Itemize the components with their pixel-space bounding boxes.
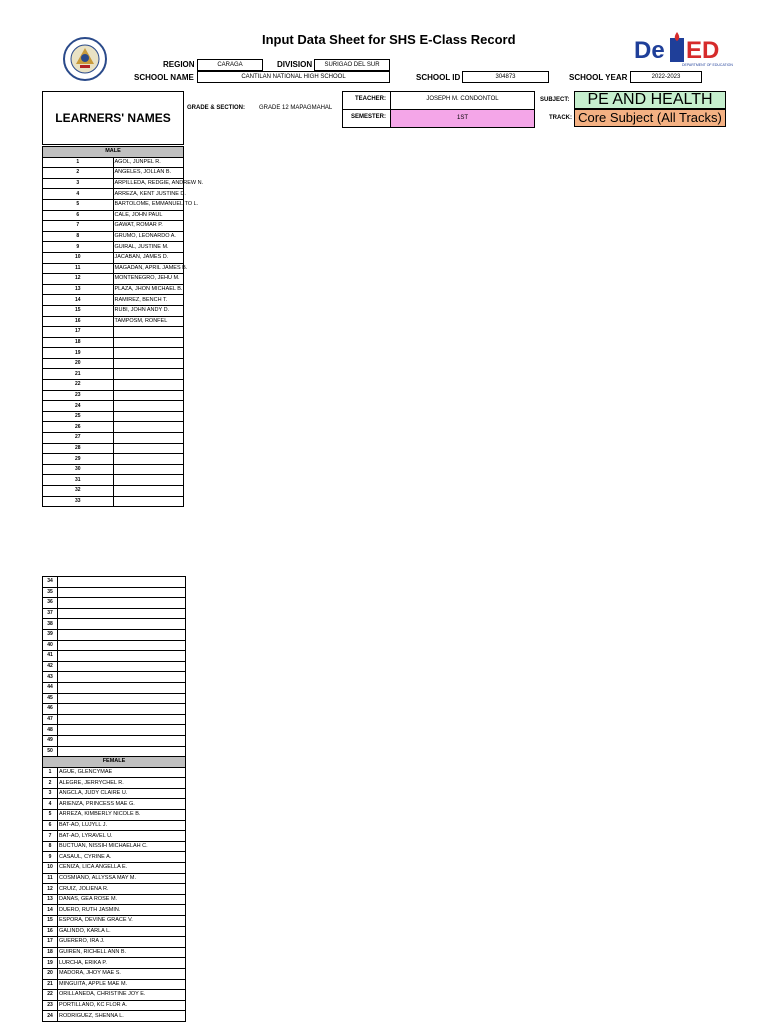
female-row: [43, 958, 186, 969]
male-name-cell[interactable]: [58, 714, 186, 725]
male-row-number: 42: [43, 661, 58, 672]
male-row: [43, 577, 186, 588]
female-row-number: 11: [43, 873, 58, 884]
male-row-number: 40: [43, 640, 58, 651]
male-name-cell[interactable]: [113, 422, 184, 433]
female-row: [43, 905, 186, 916]
male-row: [43, 640, 186, 651]
male-row: [43, 178, 184, 189]
male-row-number: 11: [43, 263, 114, 274]
male-row-number: 24: [43, 401, 114, 412]
deped-logo-icon: [630, 30, 733, 70]
female-row-number: 4: [43, 799, 58, 810]
female-row: [43, 831, 186, 842]
male-name-cell[interactable]: [58, 629, 186, 640]
male-name-cell[interactable]: [58, 746, 186, 757]
male-name-cell[interactable]: [113, 475, 184, 486]
male-name-cell[interactable]: GAWAT, ROMAR P.: [113, 221, 184, 232]
male-name-cell[interactable]: [113, 337, 184, 348]
male-row: [43, 316, 184, 327]
male-name-cell[interactable]: RAMIREZ, BENCH T.: [113, 295, 184, 306]
male-name-cell[interactable]: PLAZA, JHON MICHAEL B.: [113, 284, 184, 295]
male-row-number: 25: [43, 411, 114, 422]
female-row-number: 17: [43, 937, 58, 948]
male-row-number: 1: [43, 157, 114, 168]
learners-names-header: [42, 91, 184, 145]
male-row-number: 43: [43, 672, 58, 683]
female-row: [43, 884, 186, 895]
male-row: [43, 199, 184, 210]
female-row: [43, 1000, 186, 1011]
school-name-label: SCHOOL NAME: [134, 73, 194, 82]
male-row: [43, 337, 184, 348]
male-row-number: 45: [43, 693, 58, 704]
male-name-cell[interactable]: [113, 390, 184, 401]
female-row-number: 22: [43, 990, 58, 1001]
male-name-cell[interactable]: [113, 454, 184, 465]
male-row-number: 13: [43, 284, 114, 295]
female-name-cell[interactable]: GUERERO, IRA J.: [58, 937, 186, 948]
male-name-cell[interactable]: [58, 577, 186, 588]
male-row-number: 7: [43, 221, 114, 232]
male-row-number: 19: [43, 348, 114, 359]
male-row: [43, 401, 184, 412]
female-row-number: 3: [43, 788, 58, 799]
male-row: [43, 454, 184, 465]
male-name-cell[interactable]: [113, 380, 184, 391]
female-row: [43, 852, 186, 863]
male-row-number: 31: [43, 475, 114, 486]
female-name-cell[interactable]: BUCTUAN, NISSIH MICHAELAH C.: [58, 841, 186, 852]
male-row-number: 6: [43, 210, 114, 221]
subject-value[interactable]: PE AND HEALTH: [574, 91, 726, 109]
male-header-row: [43, 147, 184, 158]
male-row-number: 32: [43, 486, 114, 497]
male-row: [43, 221, 184, 232]
female-name-cell[interactable]: LURCHA, ERIKA P.: [58, 958, 186, 969]
female-row: [43, 778, 186, 789]
male-row: [43, 231, 184, 242]
male-row: [43, 411, 184, 422]
female-row-number: 2: [43, 778, 58, 789]
male-name-cell[interactable]: CALE, JOHN PAUL: [113, 210, 184, 221]
school-year-label: SCHOOL YEAR: [569, 73, 628, 82]
subject-label: SUBJECT:: [540, 97, 570, 103]
male-row: [43, 725, 186, 736]
male-header-label: MALE: [43, 147, 184, 158]
male-name-cell[interactable]: JACABAN, JAMES D.: [113, 252, 184, 263]
male-name-cell[interactable]: [58, 619, 186, 630]
female-row: [43, 916, 186, 927]
male-name-cell[interactable]: [113, 401, 184, 412]
male-row: [43, 486, 184, 497]
female-name-cell[interactable]: MADORA, JHOY MAE S.: [58, 968, 186, 979]
male-name-cell[interactable]: MAGADAN, APRIL JAMES B.: [113, 263, 184, 274]
male-row-number: 16: [43, 316, 114, 327]
female-row-number: 5: [43, 810, 58, 821]
division-label: DIVISION: [277, 60, 313, 69]
female-row: [43, 841, 186, 852]
male-row: [43, 661, 186, 672]
female-name-cell[interactable]: ALEGRE, JERRYCHEL R.: [58, 778, 186, 789]
male-row-number: 8: [43, 231, 114, 242]
male-row: [43, 242, 184, 253]
male-row-number: 44: [43, 682, 58, 693]
female-header-row: [43, 757, 186, 768]
female-name-cell[interactable]: ESPORA, DEVINE GRACE V.: [58, 916, 186, 927]
male-name-cell[interactable]: [113, 411, 184, 422]
female-row-number: 14: [43, 905, 58, 916]
female-row-number: 20: [43, 968, 58, 979]
male-name-cell[interactable]: GRUMO, LEONARDO A.: [113, 231, 184, 242]
male-row-number: 21: [43, 369, 114, 380]
female-name-cell[interactable]: BAT-AO, LUJYLL J.: [58, 820, 186, 831]
male-roster-table: [42, 146, 204, 507]
female-name-cell[interactable]: CRUIZ, JOLIENA R.: [58, 884, 186, 895]
male-name-cell[interactable]: GUIRAL, JUSTINE M.: [113, 242, 184, 253]
male-row-number: 2: [43, 168, 114, 179]
female-row: [43, 873, 186, 884]
female-name-cell[interactable]: GUIREN, RICHELL ANN B.: [58, 947, 186, 958]
male-row: [43, 369, 184, 380]
teacher-value[interactable]: JOSEPH M. CONDONTOL: [426, 96, 499, 102]
female-name-cell[interactable]: ARREZA, KIMBERLY NICOLE B.: [58, 810, 186, 821]
grade-section-value[interactable]: GRADE 12 MAPAGMAHAL: [259, 105, 333, 111]
male-name-cell[interactable]: [113, 443, 184, 454]
male-row-number: 26: [43, 422, 114, 433]
female-row-number: 24: [43, 1011, 58, 1022]
male-row: [43, 252, 184, 263]
male-name-cell[interactable]: [113, 486, 184, 497]
female-row: [43, 1011, 186, 1022]
male-name-cell[interactable]: BARTOLOME, EMMANUELITO L.: [113, 199, 184, 210]
female-name-cell[interactable]: DUERO, RUTH JASMIN.: [58, 905, 186, 916]
male-name-cell[interactable]: [113, 496, 184, 507]
track-label: TRACK:: [549, 115, 572, 121]
male-row-number: 39: [43, 629, 58, 640]
male-name-cell[interactable]: ARREZA, KENT JUSTINE D.: [113, 189, 184, 200]
male-row: [43, 284, 184, 295]
female-row-number: 12: [43, 884, 58, 895]
male-row: [43, 390, 184, 401]
male-name-cell[interactable]: [113, 369, 184, 380]
deped-tagline: DEPARTMENT OF EDUCATION: [682, 63, 733, 67]
female-name-cell[interactable]: GALINDO, KARLA L.: [58, 926, 186, 937]
male-name-cell[interactable]: [58, 587, 186, 598]
school-id-field[interactable]: 304873: [462, 71, 549, 83]
male-row: [43, 608, 186, 619]
female-row-number: 1: [43, 767, 58, 778]
male-row: [43, 629, 186, 640]
male-row: [43, 168, 184, 179]
female-row: [43, 820, 186, 831]
male-row: [43, 263, 184, 274]
semester-label: SEMESTER:: [351, 114, 387, 120]
male-row-number: 4: [43, 189, 114, 200]
male-female-roster-table: [42, 576, 186, 1022]
female-row: [43, 767, 186, 778]
male-row-number: 33: [43, 496, 114, 507]
male-row: [43, 274, 184, 285]
female-name-cell[interactable]: ANGCLA, JUDY CLAIRE U.: [58, 788, 186, 799]
male-row: [43, 682, 186, 693]
female-row: [43, 937, 186, 948]
male-name-cell[interactable]: RUBI, JOHN ANDY D.: [113, 305, 184, 316]
female-name-cell[interactable]: RODRIGUEZ, SHENNA L.: [58, 1011, 186, 1022]
svg-text:De: De: [634, 37, 665, 64]
female-name-cell[interactable]: MINGUITA, APPLE MAE M.: [58, 979, 186, 990]
male-row-number: 9: [43, 242, 114, 253]
female-row-number: 19: [43, 958, 58, 969]
female-row: [43, 810, 186, 821]
female-name-cell[interactable]: DANAS, GEA ROSE M.: [58, 894, 186, 905]
female-name-cell[interactable]: COSMIANO, ALLYSSA MAY M.: [58, 873, 186, 884]
male-row-number: 35: [43, 587, 58, 598]
male-row: [43, 619, 186, 630]
male-name-cell[interactable]: [58, 651, 186, 662]
male-row-number: 18: [43, 337, 114, 348]
male-name-cell[interactable]: [113, 327, 184, 338]
male-row-number: 34: [43, 577, 58, 588]
male-row-number: 12: [43, 274, 114, 285]
svg-text:ED: ED: [686, 37, 720, 64]
male-row: [43, 693, 186, 704]
male-row-number: 38: [43, 619, 58, 630]
female-row-number: 6: [43, 820, 58, 831]
deped-seal-icon: [56, 36, 114, 82]
female-row-number: 23: [43, 1000, 58, 1011]
teacher-label: TEACHER:: [355, 96, 386, 102]
female-row: [43, 894, 186, 905]
male-row-number: 36: [43, 598, 58, 609]
male-row: [43, 714, 186, 725]
male-name-cell[interactable]: [113, 464, 184, 475]
male-row-number: 29: [43, 454, 114, 465]
female-row: [43, 979, 186, 990]
female-name-cell[interactable]: PORTILLANO, KC FLOR A.: [58, 1000, 186, 1011]
female-row-number: 9: [43, 852, 58, 863]
male-row-number: 46: [43, 704, 58, 715]
female-row-number: 15: [43, 916, 58, 927]
female-name-cell[interactable]: AGUE, GLENCYMAE: [58, 767, 186, 778]
male-row: [43, 295, 184, 306]
male-row-number: 15: [43, 305, 114, 316]
male-row-number: 48: [43, 725, 58, 736]
male-name-cell[interactable]: [58, 725, 186, 736]
female-row-number: 21: [43, 979, 58, 990]
male-row-number: 5: [43, 199, 114, 210]
female-row: [43, 926, 186, 937]
region-field[interactable]: CARAGA: [197, 59, 263, 71]
male-name-cell[interactable]: ANGELES, JOLLAN B.: [113, 168, 184, 179]
male-row: [43, 157, 184, 168]
male-row-number: 20: [43, 358, 114, 369]
male-row: [43, 475, 184, 486]
male-row-number: 37: [43, 608, 58, 619]
male-name-cell[interactable]: ARPILLEDA, REDGIE, ANDREW N.: [113, 178, 184, 189]
male-row-number: 17: [43, 327, 114, 338]
male-name-cell[interactable]: AGOL, JUNPEL R.: [113, 157, 184, 168]
male-row: [43, 327, 184, 338]
male-row-number: 47: [43, 714, 58, 725]
region-label: REGION: [163, 60, 195, 69]
male-name-cell[interactable]: [58, 693, 186, 704]
male-name-cell[interactable]: [58, 672, 186, 683]
female-row: [43, 788, 186, 799]
male-row: [43, 433, 184, 444]
male-row: [43, 746, 186, 757]
male-row: [43, 305, 184, 316]
male-name-cell[interactable]: [58, 682, 186, 693]
page-title: Input Data Sheet for SHS E-Class Record: [262, 32, 516, 47]
male-row: [43, 464, 184, 475]
male-row: [43, 358, 184, 369]
male-row: [43, 380, 184, 391]
male-row-number: 27: [43, 433, 114, 444]
male-name-cell[interactable]: [58, 735, 186, 746]
male-row-number: 3: [43, 178, 114, 189]
male-name-cell[interactable]: [58, 608, 186, 619]
female-row: [43, 863, 186, 874]
male-name-cell[interactable]: [58, 704, 186, 715]
learners-names-label: LEARNERS' NAMES: [55, 111, 171, 125]
female-row: [43, 799, 186, 810]
female-row: [43, 947, 186, 958]
female-name-cell[interactable]: CENIZA, LICA ANGELLA E.: [58, 863, 186, 874]
male-row: [43, 189, 184, 200]
female-row: [43, 990, 186, 1001]
male-row: [43, 735, 186, 746]
female-name-cell[interactable]: ORILLANEDA, CHRISTINE JOY E.: [58, 990, 186, 1001]
female-name-cell[interactable]: CASAUL, CYRINE A.: [58, 852, 186, 863]
male-row-number: 10: [43, 252, 114, 263]
male-row: [43, 422, 184, 433]
male-row-number: 50: [43, 746, 58, 757]
female-row-number: 18: [43, 947, 58, 958]
female-header-label: FEMALE: [43, 757, 186, 768]
male-row: [43, 651, 186, 662]
male-row: [43, 704, 186, 715]
male-name-cell[interactable]: MONTENEGRO, JEHU M.: [113, 274, 184, 285]
male-name-cell[interactable]: [58, 661, 186, 672]
male-name-cell[interactable]: [113, 433, 184, 444]
male-name-cell[interactable]: [113, 358, 184, 369]
male-name-cell[interactable]: [58, 640, 186, 651]
male-row-number: 14: [43, 295, 114, 306]
male-row-number: 28: [43, 443, 114, 454]
male-name-cell[interactable]: TAMPOSM, RONFEL: [113, 316, 184, 327]
grade-section-label: GRADE & SECTION:: [187, 105, 246, 111]
female-name-cell[interactable]: BAT-AO, LYRAVEL U.: [58, 831, 186, 842]
male-row: [43, 672, 186, 683]
male-row: [43, 496, 184, 507]
female-name-cell[interactable]: ARIENZA, PRINCESS MAE G.: [58, 799, 186, 810]
male-row-number: 30: [43, 464, 114, 475]
female-row-number: 8: [43, 841, 58, 852]
male-name-cell[interactable]: [113, 348, 184, 359]
male-row: [43, 598, 186, 609]
female-row: [43, 968, 186, 979]
male-row-number: 49: [43, 735, 58, 746]
male-row: [43, 443, 184, 454]
school-year-field[interactable]: 2022-2023: [630, 71, 702, 83]
female-row-number: 10: [43, 863, 58, 874]
male-row: [43, 587, 186, 598]
female-row-number: 13: [43, 894, 58, 905]
school-id-label: SCHOOL ID: [416, 73, 461, 82]
track-value[interactable]: Core Subject (All Tracks): [574, 109, 726, 127]
male-name-cell[interactable]: [58, 598, 186, 609]
female-row-number: 7: [43, 831, 58, 842]
male-row-number: 22: [43, 380, 114, 391]
semester-value[interactable]: 1ST: [391, 110, 534, 127]
male-row-number: 23: [43, 390, 114, 401]
male-row-number: 41: [43, 651, 58, 662]
division-field[interactable]: SURIGAO DEL SUR: [314, 59, 390, 71]
female-row-number: 16: [43, 926, 58, 937]
male-row: [43, 210, 184, 221]
school-name-field[interactable]: CANTILAN NATIONAL HIGH SCHOOL: [197, 71, 390, 83]
male-row: [43, 348, 184, 359]
